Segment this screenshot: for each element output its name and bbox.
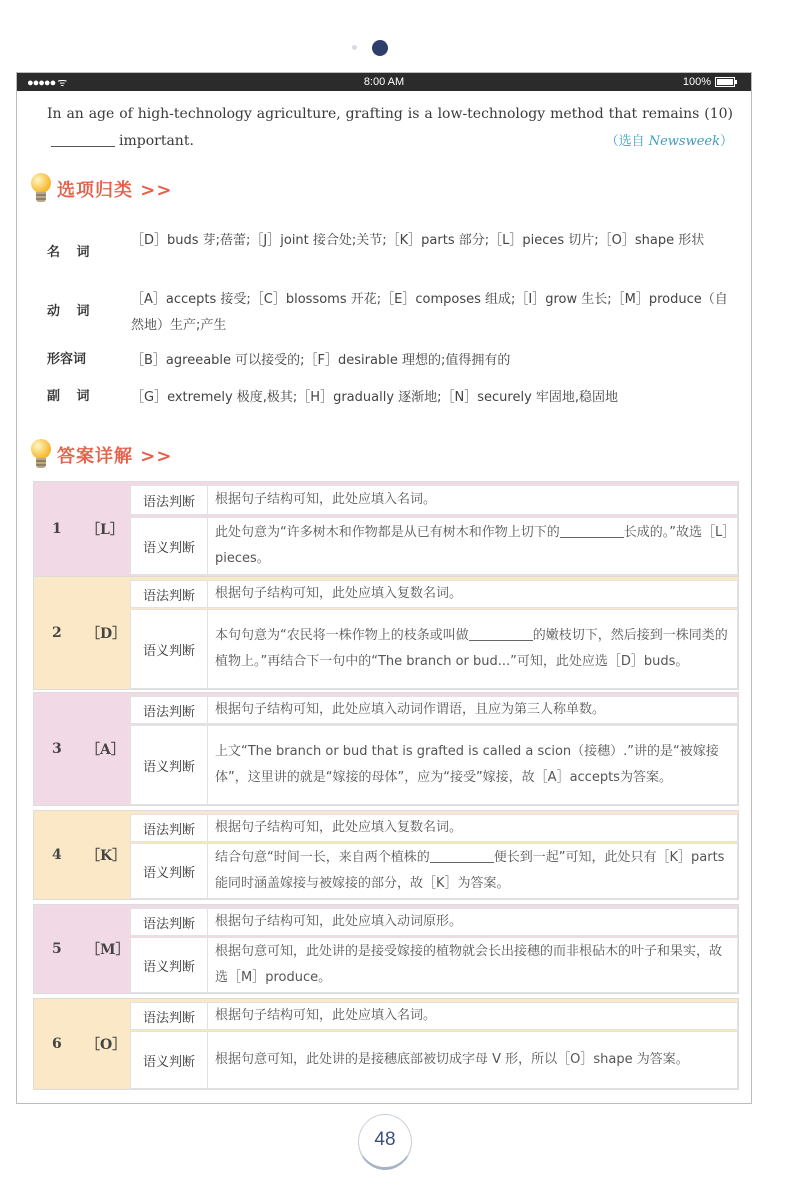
answer-letter: ［A］ (86, 742, 125, 758)
answers-title: 答案详解 >> (57, 446, 173, 467)
meaning-row (130, 609, 738, 689)
meaning-part-a: 此处句意为“许多树木和作物都是从已有树木和作物上切下的 (215, 525, 560, 540)
meaning-part-b: 便长到一起”可知，此处只有［K］parts 能同时涵盖嫁接与被嫁接的部分，故［K］为答案。 (215, 850, 725, 891)
answer-num: 2 (52, 625, 62, 641)
signal-wifi-icon: ●●●●● ᯤ (27, 77, 67, 89)
answer-letter: ［K］ (86, 848, 127, 864)
meaning-label: 语义判断 (131, 938, 208, 992)
grammar-row (130, 696, 738, 724)
meaning-part-a: 结合句意“时间一长，来自两个植株的 (215, 850, 430, 865)
answer-letter: ［D］ (86, 626, 127, 642)
class-label: 副 词 (47, 389, 96, 404)
camera-icon (372, 40, 388, 56)
blank-line (430, 850, 494, 863)
intro-text-after: important. (119, 133, 194, 149)
classification-heading (29, 173, 172, 205)
grammar-text: 根据句子结构可知，此处应填入复数名词。 (215, 820, 463, 835)
meaning-row (130, 517, 738, 575)
class-content: ［D］buds 芽;蓓蕾;［J］joint 接合处;关节;［K］parts 部分;［L］pieces 切片;［O］shape 形状 (131, 233, 705, 248)
answer-number (34, 577, 126, 689)
meaning-label: 语义判断 (131, 726, 208, 804)
answer-num: 4 (52, 847, 62, 863)
meaning-part-a: 上文“The branch or bud that is grafted is called a scion（接穗）.”讲的是“被嫁接体”，这里讲的就是“嫁接的母体”，应为“接受”嫁接，故［A］accepts为答案。 (215, 744, 719, 785)
grammar-text: 根据句子结构可知，此处应填入名词。 (215, 1008, 437, 1023)
status-time: 8:00 AM (363, 76, 405, 88)
meaning-row (130, 937, 738, 993)
meaning-part-b: 长成的。”故选［L］pieces。 (215, 525, 729, 566)
meaning-text (215, 623, 729, 675)
answer-number (34, 999, 126, 1089)
answer-num: 3 (52, 741, 62, 757)
camera-dot (352, 45, 357, 50)
grammar-label: 语法判断 (131, 815, 208, 841)
blank-10 (51, 132, 115, 147)
grammar-text: 根据句子结构可知，此处应填入名词。 (215, 492, 437, 507)
source-name: Newsweek (648, 134, 720, 149)
meaning-row (130, 843, 738, 899)
meaning-part-b: 的嫩枝切下，然后接到一株同类的植物上。”再结合下一句中的“The branch or bud...”可知，此处应选［D］buds。 (215, 628, 728, 669)
class-row-verb (47, 287, 733, 339)
grammar-row (130, 485, 738, 515)
answer-number (34, 905, 130, 993)
source-citation (606, 128, 733, 155)
class-content: ［A］accepts 接受;［C］blossoms 开花;［E］composes 组成;［I］grow 生长;［M］produce（自然地）生产;产生 (131, 292, 728, 333)
answer-number (34, 693, 126, 805)
grammar-text: 根据句子结构可知，此处应填入复数名词。 (215, 586, 463, 601)
answer-number (34, 482, 126, 576)
battery-icon (715, 77, 735, 87)
answer-block-4 (33, 810, 739, 900)
intro-paragraph (47, 101, 733, 155)
meaning-text (215, 845, 729, 897)
class-label: 动 词 (47, 304, 96, 319)
grammar-label: 语法判断 (131, 909, 208, 935)
grammar-row (130, 908, 738, 936)
meaning-part-a: 根据句意可知，此处讲的是接穗底部被切成字母 V 形，所以［O］shape 为答案。 (215, 1052, 689, 1067)
battery-indicator (683, 76, 735, 88)
answer-num: 5 (52, 941, 62, 957)
meaning-row (130, 725, 738, 805)
class-content: ［B］agreeable 可以接受的;［F］desirable 理想的;值得拥有的 (131, 353, 511, 368)
battery-percent: 100% (682, 76, 711, 88)
answer-block-2 (33, 576, 739, 690)
source-prefix: （选自 (605, 134, 649, 149)
answer-block-1 (33, 481, 739, 577)
intro-text-before: In an age of high-technology agriculture, grafting is a low-technology method that remains (10) (47, 106, 733, 122)
meaning-label: 语义判断 (131, 518, 208, 574)
source-suffix: ） (719, 134, 733, 149)
class-row-noun (47, 228, 733, 280)
grammar-text: 根据句子结构可知，此处应填入动词作谓语，且应为第三人称单数。 (215, 702, 606, 717)
answers-heading (29, 439, 172, 471)
blank-line (560, 525, 624, 538)
grammar-row (130, 580, 738, 608)
grammar-label: 语法判断 (131, 1003, 208, 1029)
answer-block-6 (33, 998, 739, 1090)
answer-block-5 (33, 904, 739, 994)
meaning-label: 语义判断 (131, 1032, 208, 1088)
class-content: ［G］extremely 极度,极其;［H］gradually 逐渐地;［N］securely 牢固地,稳固地 (131, 390, 619, 405)
blank-line (469, 628, 533, 641)
page-number: 48 (358, 1114, 412, 1170)
class-row-adjective (47, 348, 733, 374)
meaning-part-a: 根据句意可知，此处讲的是接受嫁接的植物就会长出接穗的而非根砧木的叶子和果实，故选［M］produce。 (215, 944, 723, 985)
answer-letter: ［M］ (86, 942, 130, 958)
class-row-adverb (47, 385, 733, 411)
meaning-part-a: 本句句意为“农民将一株作物上的枝条或叫做 (215, 628, 469, 643)
meaning-text (215, 939, 729, 991)
meaning-row (130, 1031, 738, 1089)
lightbulb-icon (29, 173, 53, 205)
meaning-text (215, 1047, 729, 1073)
answer-letter: ［O］ (86, 1037, 127, 1053)
class-label: 形容词 (47, 352, 87, 367)
tablet-screen (16, 72, 752, 1104)
grammar-label: 语法判断 (131, 697, 208, 723)
meaning-text (215, 520, 729, 572)
meaning-label: 语义判断 (131, 610, 208, 688)
grammar-text: 根据句子结构可知，此处应填入动词原形。 (215, 914, 463, 929)
status-bar (17, 73, 751, 91)
answer-letter: ［L］ (86, 522, 124, 538)
grammar-row (130, 814, 738, 842)
answer-block-3 (33, 692, 739, 806)
classification-title: 选项归类 >> (57, 180, 173, 201)
grammar-label: 语法判断 (131, 581, 208, 607)
class-label: 名 词 (47, 245, 96, 260)
lightbulb-icon (29, 439, 53, 471)
meaning-label: 语义判断 (131, 844, 208, 898)
grammar-label: 语法判断 (131, 486, 208, 514)
answer-num: 1 (52, 521, 62, 537)
answer-num: 6 (52, 1036, 62, 1052)
answer-number (34, 811, 126, 899)
grammar-row (130, 1002, 738, 1030)
meaning-text (215, 739, 729, 791)
